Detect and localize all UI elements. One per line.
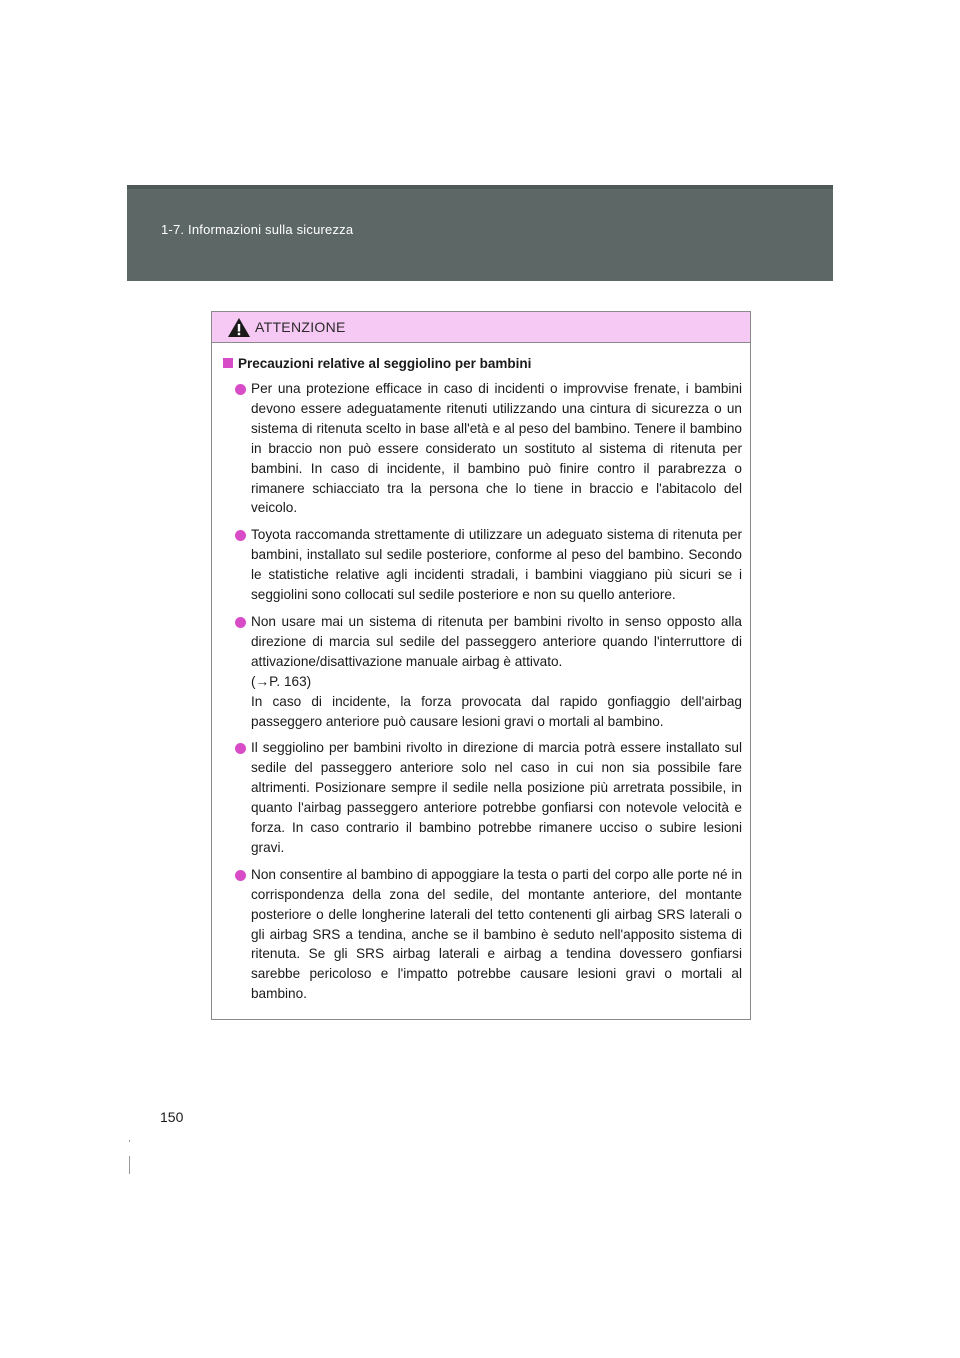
list-item-text: In caso di incidente, la forza provocata dal rapido gonfiaggio dell'airbag passeggero anteriore può causare lesioni gravi o mortali al bambino. (251, 693, 742, 729)
list-item (220, 865, 742, 1004)
header-top-line (127, 185, 833, 189)
list-item-text: Toyota raccomanda strettamente di utilizzare un adeguato sistema di ritenuta per bambini, installato sul sedile posteriore, conforme al peso del bambino. Secondo le statistiche relative agli incidenti stradali, i bambini viaggiano più sicuri se i seggiolini sono collocati sul sedile posteriore e non su quello anteriore. (251, 527, 742, 603)
list-item-text: Non consentire al bambino di appoggiare la testa o parti del corpo alle porte né in corrispondenza della zona del sedile, del montante anteriore, del montante posteriore o delle longherine laterali del tetto contenenti gli airbag SRS laterali o gli airbag SRS a tendina, anche se il bambino è seduto nell'apposito sistema di ritenuta. Se gli SRS airbag laterali e airbag a tendina dovessero gonfiarsi sarebbe pericoloso e l'impatto potrebbe causare lesioni gravi o mortali al bambino. (251, 866, 742, 1002)
warning-heading (220, 353, 742, 373)
list-item (220, 612, 742, 731)
warning-heading-text: Precauzioni relative al seggiolino per bambini (238, 355, 532, 371)
bullet-icon (235, 617, 246, 628)
list-item (220, 379, 742, 518)
bullet-icon (235, 870, 246, 881)
margin-mark (129, 1140, 130, 1142)
bullet-icon (235, 743, 246, 754)
square-bullet-icon (223, 358, 233, 368)
list-item-text: Il seggiolino per bambini rivolto in direzione di marcia potrà essere installato sul sedile del passeggero anteriore solo nel caso in cui non sia possibile fare altrimenti. Posizionare sempre il sedile nella posizione più arretrata possibile, in quanto l'airbag passeggero anteriore potrebbe gonfiarsi con notevole velocità e forza. In caso contrario il bambino potrebbe rimanere ucciso o subire lesioni gravi. (251, 740, 742, 855)
warning-triangle-icon (227, 317, 251, 338)
warning-header (212, 312, 750, 343)
list-item-text: Non usare mai un sistema di ritenuta per bambini rivolto in senso opposto alla direzione di marcia sul sedile del passeggero anteriore quando l'interruttore di attivazione/disattivazione manuale airbag è attivato. (251, 613, 742, 669)
page-reference: (→P. 163) (251, 673, 312, 689)
section-title: 1-7. Informazioni sulla sicurezza (161, 222, 354, 237)
bullet-icon (235, 530, 246, 541)
warning-body (212, 343, 750, 1004)
list-item (220, 525, 742, 605)
bullet-icon (235, 384, 246, 395)
warning-label: ATTENZIONE (255, 319, 346, 335)
list-item-text: Per una protezione efficace in caso di incidenti o improvvise frenate, i bambini devono essere adeguatamente ritenuti utilizzando una cintura di sicurezza o un sistema di ritenuta scelto in base all'età e al peso del bambino. Tenere il bambino in braccio non può essere considerato un sostituto al sistema di ritenuta per bambini. In caso di incidente, il bambino può finire contro il parabrezza o rimanere schiacciato tra la persona che lo tiene in braccio e l'abitacolo del veicolo. (251, 381, 742, 516)
list-item (220, 738, 742, 857)
margin-mark (129, 1156, 130, 1174)
warning-box (211, 311, 751, 1020)
page-number: 150 (160, 1109, 184, 1125)
